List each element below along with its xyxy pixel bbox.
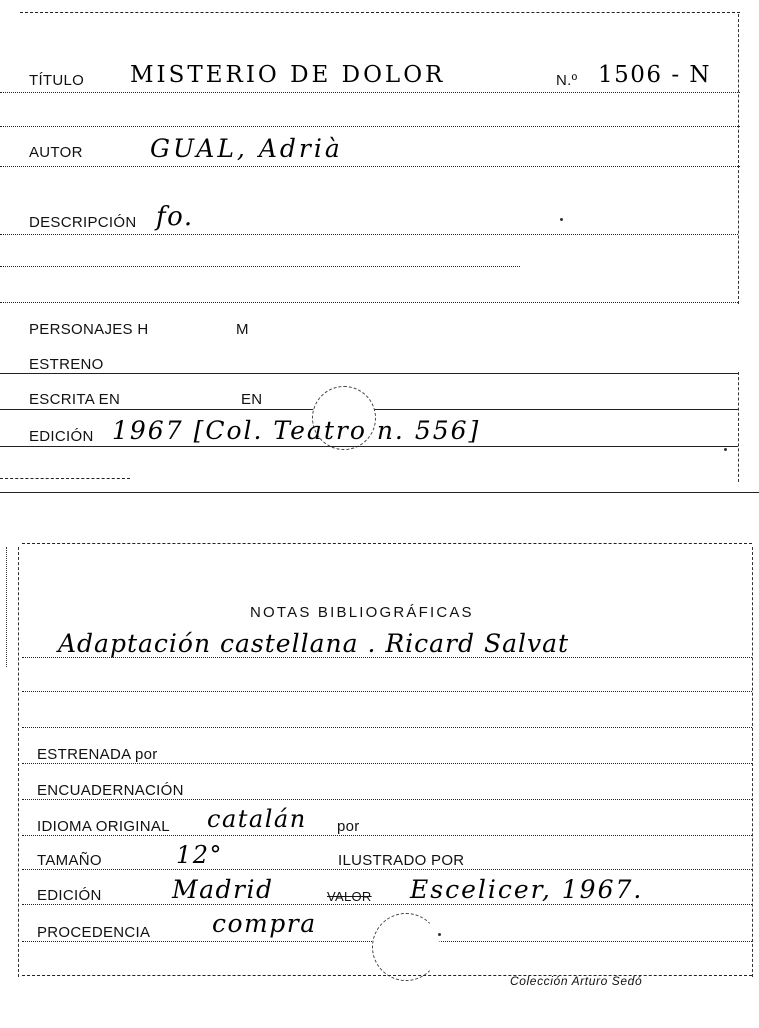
numero-value: 1506 - N: [598, 62, 712, 88]
edicion2-city: Madrid: [172, 875, 274, 904]
estrenada-label: ESTRENADA por: [37, 746, 158, 763]
descripcion-rule: [0, 234, 738, 235]
idioma-label: IDIOMA ORIGINAL: [37, 818, 170, 835]
notas-rule-2: [22, 691, 752, 692]
speck: [560, 218, 563, 221]
speck: [438, 933, 441, 936]
autor-label: AUTOR: [29, 144, 83, 161]
idioma-rule: [22, 835, 752, 836]
descripcion-label: DESCRIPCIÓN: [29, 214, 137, 231]
estreno-rule: [0, 373, 738, 374]
card2-right-edge: [752, 547, 753, 977]
edicion-value: 1967 [Col. Teatro n. 556]: [112, 416, 481, 445]
card-bottom-dashes: [0, 478, 130, 479]
ilustrado-label: ILUSTRADO POR: [338, 852, 465, 869]
descripcion-rule-3: [0, 302, 738, 303]
rule-1: [0, 126, 740, 127]
card-right-edge-lower: [738, 372, 739, 482]
card2-top-edge: [22, 543, 752, 544]
speck: [724, 448, 727, 451]
escrita-label: ESCRITA EN: [29, 391, 121, 408]
descripcion-rule-2: [0, 266, 520, 267]
tamano-rule: [22, 869, 752, 870]
encuadernacion-label: ENCUADERNACIÓN: [37, 782, 184, 799]
cards-divider: [0, 492, 759, 493]
personajes-m-label: M: [236, 321, 249, 338]
autor-value: GUAL, Adrià: [150, 134, 343, 163]
personajes-label: PERSONAJES H: [29, 321, 149, 338]
edicion-rule: [0, 446, 738, 447]
tamano-label: TAMAÑO: [37, 852, 102, 869]
encuadernacion-rule: [22, 799, 752, 800]
procedencia-value: compra: [212, 909, 317, 938]
estrenada-rule: [22, 763, 752, 764]
card-right-edge: [738, 14, 739, 304]
titulo-rule: [0, 92, 740, 93]
idioma-value: catalán: [207, 805, 307, 833]
scan-margin-left: [6, 547, 7, 667]
procedencia-label: PROCEDENCIA: [37, 924, 151, 941]
valor-label: VALOR: [327, 889, 372, 904]
punch-hole-bottom: [372, 913, 440, 981]
notas-heading: NOTAS BIBLIOGRÁFICAS: [250, 604, 474, 621]
card2-left-edge: [18, 547, 19, 977]
card2-bottom-edge: [22, 975, 752, 976]
estreno-label: ESTRENO: [29, 356, 104, 373]
card-top-edge: [20, 12, 740, 13]
coleccion-footer: Colección Arturo Sedó: [510, 974, 643, 988]
idioma-por-label: por: [337, 818, 360, 835]
edicion-label: EDICIÓN: [29, 428, 94, 445]
edicion2-publisher: Escelicer, 1967.: [410, 875, 644, 904]
escrita-en-label: EN: [241, 391, 263, 408]
edicion2-rule: [22, 904, 752, 905]
notas-rule: [22, 657, 752, 658]
descripcion-value: fo.: [156, 202, 194, 232]
autor-rule: [0, 166, 740, 167]
catalog-card-top: [0, 0, 759, 495]
numero-label: N.º: [556, 72, 578, 89]
edicion2-label: EDICIÓN: [37, 887, 102, 904]
titulo-label: TÍTULO: [29, 72, 85, 89]
notas-rule-3: [22, 727, 752, 728]
titulo-value: MISTERIO DE DOLOR: [130, 62, 446, 88]
catalog-card-bottom: [0, 495, 759, 1028]
tamano-value: 12°: [176, 841, 224, 869]
notas-value: Adaptación castellana . Ricard Salvat: [58, 629, 570, 658]
